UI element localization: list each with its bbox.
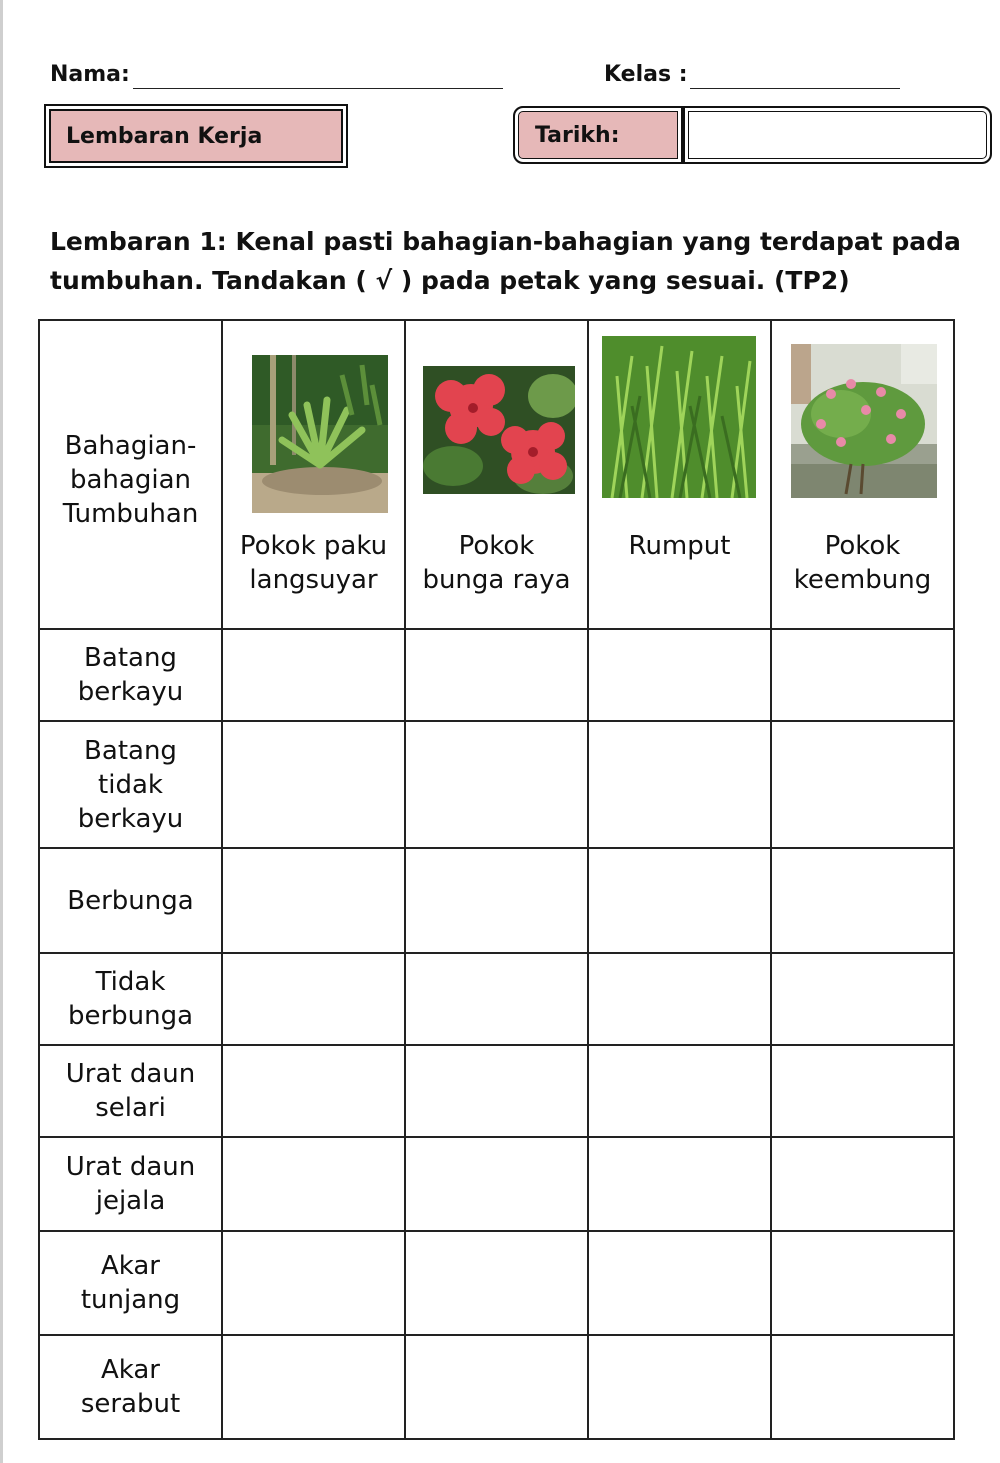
- check-cell[interactable]: [588, 1231, 771, 1335]
- balsam-plant-photo: [791, 344, 937, 498]
- corner-line-2: bahagian: [70, 465, 191, 495]
- check-cell[interactable]: [405, 1231, 588, 1335]
- row-label: Batang tidak berkayu: [39, 721, 222, 848]
- plant-name-line-1: Pokok: [824, 531, 901, 561]
- check-cell[interactable]: [771, 953, 954, 1045]
- table-row: [39, 848, 954, 953]
- corner-line-3: Tumbuhan: [62, 499, 199, 529]
- check-cell[interactable]: [771, 1231, 954, 1335]
- check-cell[interactable]: [771, 721, 954, 848]
- corner-cell: [39, 320, 222, 629]
- plant-name-line-1: Pokok paku: [239, 531, 388, 561]
- title-line-2: tumbuhan. Tandakan ( √ ) pada petak yang sesuai. (TP2): [50, 266, 850, 295]
- row-label: Urat daun jejala: [39, 1137, 222, 1231]
- check-cell[interactable]: [771, 629, 954, 721]
- check-cell[interactable]: [588, 1335, 771, 1439]
- table-row: [39, 1045, 954, 1137]
- page-edge: [0, 0, 3, 1463]
- check-cell[interactable]: [405, 1045, 588, 1137]
- check-cell[interactable]: [222, 953, 405, 1045]
- row-label: Akar tunjang: [39, 1231, 222, 1335]
- nama-label: Nama:: [50, 62, 130, 87]
- check-cell[interactable]: [588, 953, 771, 1045]
- kelas-label: Kelas :: [604, 62, 688, 87]
- check-cell[interactable]: [405, 629, 588, 721]
- check-cell[interactable]: [222, 1335, 405, 1439]
- row-label: Batang berkayu: [39, 629, 222, 721]
- plant-name-line-1: Pokok: [458, 531, 535, 561]
- table-row: [39, 629, 954, 721]
- row-label: Urat daun selari: [39, 1045, 222, 1137]
- fern-plant-photo: [252, 355, 388, 513]
- grass-photo: [602, 336, 756, 498]
- table-row: [39, 1335, 954, 1439]
- title-line-1: Lembaran 1: Kenal pasti bahagian-bahagian yang terdapat pada: [50, 227, 961, 256]
- check-cell[interactable]: [588, 848, 771, 953]
- row-label: Akar serabut: [39, 1335, 222, 1439]
- row-label: Tidak berbunga: [39, 953, 222, 1045]
- check-cell[interactable]: [405, 1137, 588, 1231]
- row-label: Berbunga: [39, 848, 222, 953]
- header-row: [39, 320, 954, 629]
- lembaran-kerja-box: [44, 104, 348, 168]
- table-row: [39, 1137, 954, 1231]
- plant-name-line-2: langsuyar: [249, 565, 378, 595]
- table-row: [39, 721, 954, 848]
- nama-input-line[interactable]: [133, 88, 503, 89]
- plant-name-line-2: keembung: [793, 565, 932, 595]
- check-cell[interactable]: [222, 1231, 405, 1335]
- check-cell[interactable]: [405, 848, 588, 953]
- check-cell[interactable]: [771, 1045, 954, 1137]
- check-cell[interactable]: [405, 953, 588, 1045]
- table-row: [39, 953, 954, 1045]
- plant-header-fern: [222, 320, 405, 629]
- plant-header-hibiscus: [405, 320, 588, 629]
- table-row: [39, 1231, 954, 1335]
- worksheet-title: [50, 222, 970, 300]
- plant-header-grass: [588, 320, 771, 629]
- plant-header-keembung: [771, 320, 954, 629]
- check-cell[interactable]: [222, 1137, 405, 1231]
- tarikh-input[interactable]: [683, 106, 992, 164]
- check-cell[interactable]: [588, 629, 771, 721]
- kelas-input-line[interactable]: [690, 88, 900, 89]
- check-cell[interactable]: [222, 629, 405, 721]
- tarikh-label-box: [513, 106, 683, 164]
- tarikh-label: Tarikh:: [535, 122, 620, 148]
- check-cell[interactable]: [771, 1335, 954, 1439]
- check-cell[interactable]: [405, 721, 588, 848]
- plant-name-line-1: Rumput: [628, 531, 731, 561]
- plant-name-line-2: bunga raya: [422, 565, 571, 595]
- check-cell[interactable]: [222, 1045, 405, 1137]
- corner-line-1: Bahagian-: [64, 431, 197, 461]
- lembaran-kerja-label: Lembaran Kerja: [66, 123, 263, 149]
- check-cell[interactable]: [222, 721, 405, 848]
- check-cell[interactable]: [405, 1335, 588, 1439]
- check-cell[interactable]: [588, 721, 771, 848]
- worksheet-table: [38, 319, 955, 1440]
- hibiscus-photo: [423, 366, 575, 494]
- check-cell[interactable]: [771, 1137, 954, 1231]
- check-cell[interactable]: [771, 848, 954, 953]
- check-cell[interactable]: [588, 1137, 771, 1231]
- check-cell[interactable]: [222, 848, 405, 953]
- check-cell[interactable]: [588, 1045, 771, 1137]
